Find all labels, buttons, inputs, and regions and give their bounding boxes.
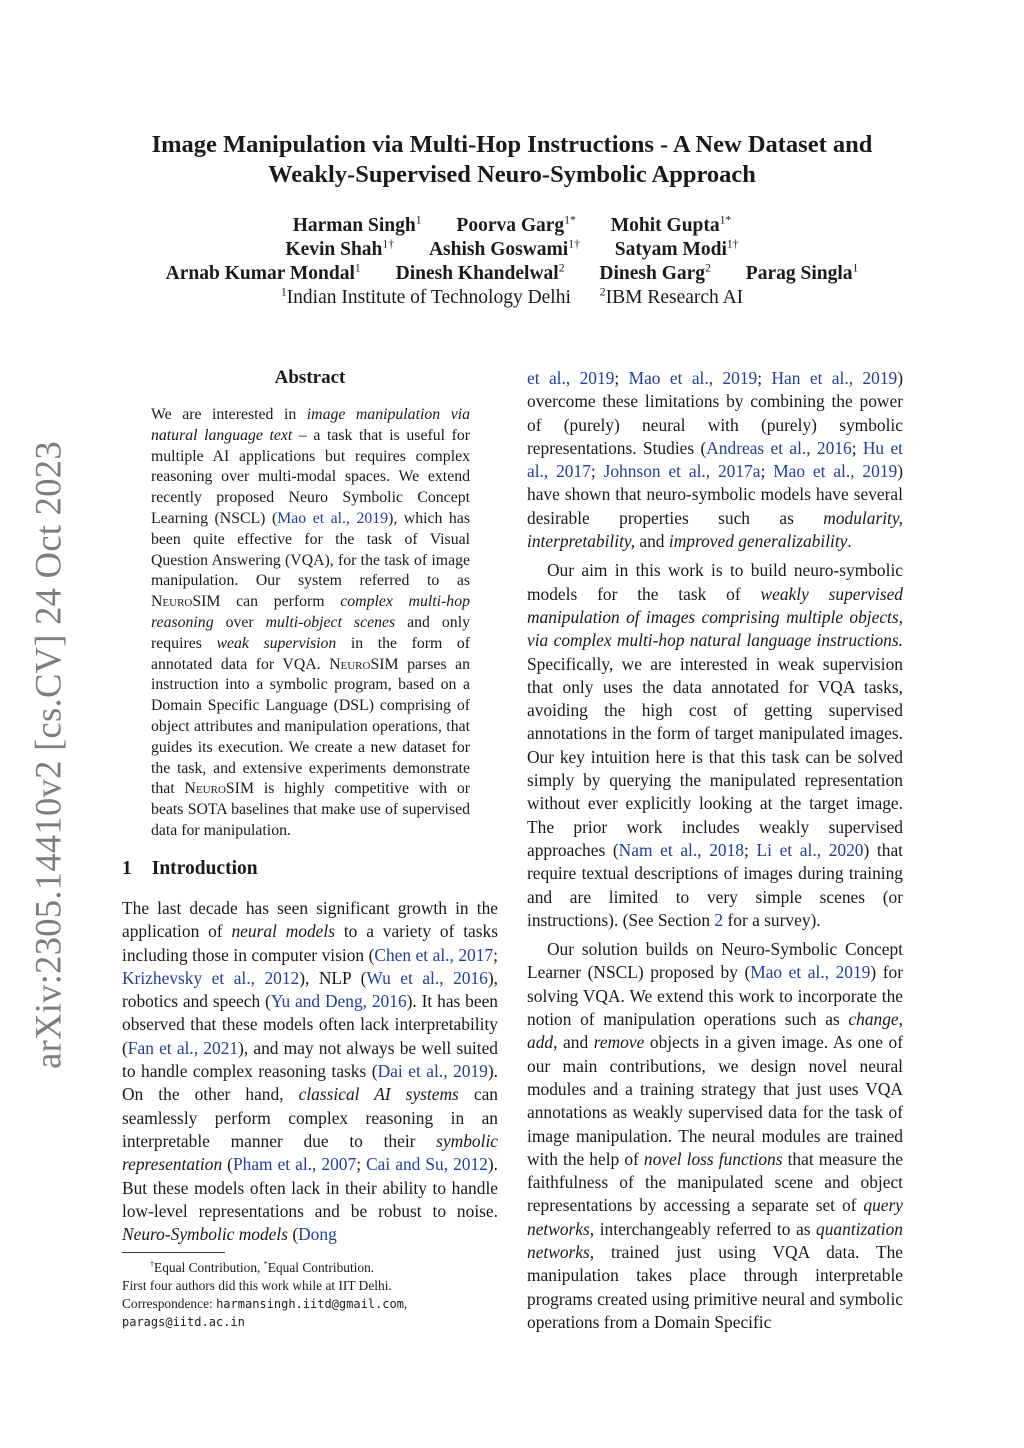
citation-link[interactable]: Hu et al., 2017 [527, 437, 903, 482]
arxiv-identifier: arXiv:2305.14410v2 [cs.CV] 24 Oct 2023 [27, 441, 69, 1069]
paragraph: Our aim in this work is to build neuro-symbolic models for the task of weakly supervised manipulation of images comprising multiple objects, via complex multi-hop natural language instructions. Specifically, we are interested in weak supervision that only uses the data annotated for VQA tasks, avoiding the high cost of getting supervised annotations in the form of target manipulated images. Our key intuition here is that this task can be solved simply by querying the manipulated representation without ever explicitly looking at the target image. The prior work includes weakly supervised approaches (Nam et al., 2018; Li et al., 2020) that require textual descriptions of images during training and are limited to very simple scenes (or instructions). (See Section 2 for a survey). [527, 560, 904, 930]
author: Satyam Modi$^{1\dagger}$ [614, 237, 739, 260]
title-line-1: Image Manipulation via Multi-Hop Instructions - A New Dataset and [151, 131, 873, 158]
footnote-iit: First four authors did this work while at IIT Delhi. [122, 1278, 392, 1293]
citation-link[interactable]: Han et al., 2019 [771, 368, 898, 388]
email-link[interactable]: harmansingh.iitd@gmail.com [216, 1297, 404, 1311]
paragraph: et al., 2019; Mao et al., 2019; Han et al., 2019) overcome these limitations by combining the power of (purely) neural with (purely) symbolic representations. Studies (Andreas et al., 2016; Hu et al., 2017; Johnson et al., 2017a; Mao et al., 2019) have shown that neuro-symbolic models have several desirable properties such as modularity, interpretability, and improved generalizability. [527, 368, 904, 552]
author: Poorva Garg$^{1*}$ [456, 213, 576, 236]
abstract-heading: Abstract [274, 367, 346, 388]
citation-link[interactable]: Dong [298, 1224, 337, 1245]
author: Dinesh Khandelwal$^2$ [395, 261, 565, 284]
author: Parag Singla$^1$ [745, 261, 859, 284]
arxiv-sidebar [18, 441, 78, 1069]
author: Dinesh Garg$^2$ [599, 261, 711, 284]
citation-link[interactable]: Dai et al., 2019 [377, 1061, 488, 1082]
footnote-divider [122, 1252, 225, 1253]
introduction-paragraph: The last decade has seen significant growth in the application of neural models to a variety of tasks including those in computer vision (Chen et al., 2017; Krizhevsky et al., 2012), NLP (Wu et al., 2016), robotics and speech (Yu and Deng, 2016). It has been observed that these models often lack interpretability (Fan et al., 2021), and may not always be well suited to handle complex reasoning tasks (Dai et al., 2019). On the other hand, classical AI systems can seamlessly perform complex reasoning in an interpretable manner due to their symbolic representation (Pham et al., 2007; Cai and Su, 2012). But these models often lack in their ability to handle low-level representations and be robust to noise. Neuro-Symbolic models (Dong [122, 898, 499, 1245]
paper-title [100, 130, 924, 190]
citation-link[interactable]: et al., 2019 [527, 368, 615, 388]
citation-link[interactable]: Andreas et al., 2016 [706, 437, 852, 458]
citation-link[interactable]: Nam et al., 2018 [618, 839, 745, 860]
citation-link[interactable]: Yu and Deng, 2016 [270, 991, 407, 1012]
affiliation: $^1$Indian Institute of Technology Delhi [280, 285, 571, 308]
citation-link[interactable]: Mao et al., 2019 [628, 368, 758, 388]
citation-link[interactable]: Li et al., 2020 [756, 839, 864, 860]
affiliations [100, 286, 924, 310]
footnote-equal-contribution: †Equal Contribution, *Equal Contribution. [150, 1259, 375, 1275]
citation-link[interactable]: Chen et al., 2017 [374, 944, 494, 965]
author-row-1 [100, 214, 924, 238]
citation-link[interactable]: Mao et al., 2019 [773, 461, 898, 482]
footnote-correspondence: Correspondence: harmansingh.iitd@gmail.com, [122, 1296, 408, 1311]
author-row-2 [100, 238, 924, 262]
footnotes [122, 1259, 498, 1331]
citation-link[interactable]: Fan et al., 2021 [127, 1037, 239, 1058]
author: Mohit Gupta$^{1*}$ [610, 213, 732, 236]
citation-link[interactable]: Wu et al., 2016 [366, 967, 488, 988]
abstract-body: We are interested in image manipulation via natural language text – a task that is useful for multiple AI applications but requires complex reasoning over multi-modal spaces. We extend recently proposed Neuro Symbolic Concept Learning (NSCL) (Mao et al., 2019), which has been quite effective for the task of Visual Question Answering (VQA), for the task of image manipulation. Our system referred to as NeuroSIM can perform complex multi-hop reasoning over multi-object scenes and only requires weak supervision in the form of annotated data for VQA. NeuroSIM parses an instruction into a symbolic program, based on a Domain Specific Language (DSL) comprising of object attributes and manipulation operations, that guides its execution. We create a new dataset for the task, and extensive experiments demonstrate that NeuroSIM is highly competitive with or beats SOTA baselines that make use of supervised data for manipulation. [151, 406, 471, 839]
title-line-2: Weakly-Supervised Neuro-Symbolic Approach [268, 161, 756, 188]
citation-link[interactable]: Mao et al., 2019 [277, 509, 389, 527]
affiliation: $^2$IBM Research AI [599, 285, 744, 308]
author: Ashish Goswami$^{1\dagger}$ [428, 237, 580, 260]
citation-link[interactable]: Krizhevsky et al., 2012 [122, 967, 300, 988]
author-row-3 [100, 262, 924, 286]
section-link[interactable]: 2 [714, 909, 724, 930]
citation-link[interactable]: Pham et al., 2007 [232, 1154, 357, 1175]
author: Kevin Shah$^{1\dagger}$ [285, 237, 395, 260]
author: Harman Singh$^1$ [292, 213, 422, 236]
section-heading-introduction: 1 Introduction [122, 858, 258, 879]
citation-link[interactable]: Cai and Su, 2012 [366, 1154, 488, 1175]
citation-link[interactable]: Mao et al., 2019 [750, 962, 871, 983]
author-block [100, 214, 924, 310]
citation-link[interactable]: Johnson et al., 2017a [603, 461, 761, 482]
footnote-correspondence-2 [122, 1313, 498, 1331]
email-link[interactable]: parags@iitd.ac.in [122, 1315, 245, 1329]
right-column [527, 367, 903, 1340]
author: Arnab Kumar Mondal$^1$ [165, 261, 361, 284]
paragraph: Our solution builds on Neuro-Symbolic Concept Learner (NSCL) proposed by (Mao et al., 2019) for solving VQA. We extend this work to incorporate the notion of manipulation operations such as change, add, and remove objects in a given image. As one of our main contributions, we design novel neural modules and a training strategy that just uses VQA annotations as weakly supervised data for the task of image manipulation. The neural modules are trained with the help of novel loss functions that measure the faithfulness of the manipulated scene and object representations by accessing a separate set of query networks, interchangeably referred to as quantization networks, trained just using VQA data. The manipulation takes place through interpretable programs created using primitive neural and symbolic operations from a Domain Specific [527, 939, 904, 1332]
